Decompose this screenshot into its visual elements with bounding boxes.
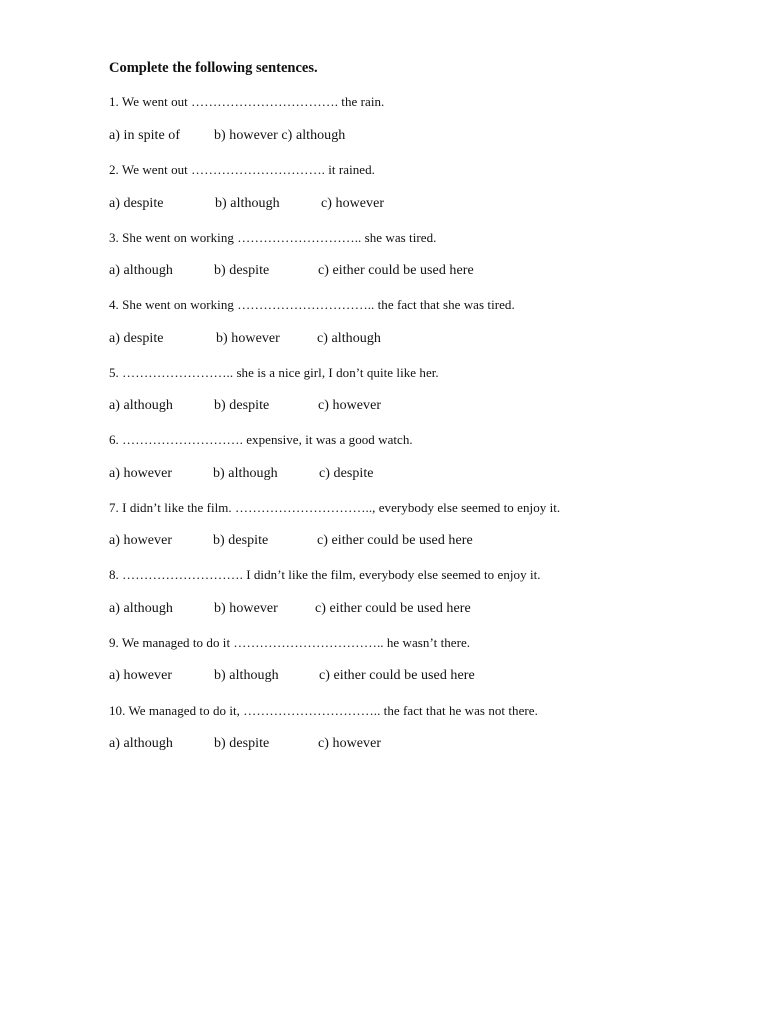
option-6c: c) despite	[319, 466, 374, 481]
option-2a: a) despite	[109, 196, 164, 211]
question-10: 10. We managed to do it, ………………………….. the fact that he was not there.	[109, 703, 538, 718]
option-7a: a) however	[109, 533, 173, 548]
question-9: 9. We managed to do it …………………………….. he wasn’t there.	[109, 635, 471, 650]
options-9	[109, 668, 609, 688]
option-6b: b) although	[213, 466, 278, 481]
question-1: 1. We went out ……………………………. the rain.	[109, 94, 385, 109]
options-6	[109, 466, 609, 486]
option-8b: b) however	[214, 601, 278, 616]
option-10a: a) although	[109, 736, 173, 751]
option-9b: b) although	[214, 668, 279, 683]
options-8	[109, 601, 609, 621]
option-3c: c) either could be used here	[318, 263, 474, 278]
option-1a: a) in spite of	[109, 128, 181, 143]
worksheet-title: Complete the following sentences.	[109, 60, 318, 76]
option-3b: b) despite	[214, 263, 270, 278]
options-3	[109, 263, 609, 283]
option-10b: b) despite	[214, 736, 270, 751]
question-6: 6. ………………………. expensive, it was a good watch.	[109, 432, 413, 447]
question-7: 7. I didn’t like the film. ………………………….., everybody else seemed to enjoy it.	[109, 500, 561, 515]
options-2	[109, 196, 609, 216]
options-7	[109, 533, 609, 553]
option-2c: c) however	[321, 196, 385, 211]
option-5c: c) however	[318, 398, 382, 413]
question-2: 2. We went out …………………………. it rained.	[109, 162, 375, 177]
option-4c: c) although	[317, 331, 381, 346]
question-5: 5. …………………….. she is a nice girl, I don’t quite like her.	[109, 365, 439, 380]
options-4	[109, 331, 609, 351]
option-6a: a) however	[109, 466, 173, 481]
option-9a: a) however	[109, 668, 173, 683]
option-10c: c) however	[318, 736, 382, 751]
options-1	[109, 128, 609, 148]
option-9c: c) either could be used here	[319, 668, 475, 683]
option-1bc: b) however c) although	[214, 128, 346, 143]
option-8c: c) either could be used here	[315, 601, 471, 616]
option-4a: a) despite	[109, 331, 164, 346]
option-2b: b) although	[215, 196, 280, 211]
question-4: 4. She went on working ………………………….. the fact that she was tired.	[109, 297, 515, 312]
question-8: 8. ………………………. I didn’t like the film, everybody else seemed to enjoy it.	[109, 567, 541, 582]
options-10	[109, 736, 609, 756]
option-4b: b) however	[216, 331, 280, 346]
options-5	[109, 398, 609, 418]
question-3: 3. She went on working ……………………….. she was tired.	[109, 230, 437, 245]
option-7b: b) despite	[213, 533, 269, 548]
option-3a: a) although	[109, 263, 173, 278]
option-5a: a) although	[109, 398, 173, 413]
option-8a: a) although	[109, 601, 173, 616]
option-7c: c) either could be used here	[317, 533, 473, 548]
option-5b: b) despite	[214, 398, 270, 413]
